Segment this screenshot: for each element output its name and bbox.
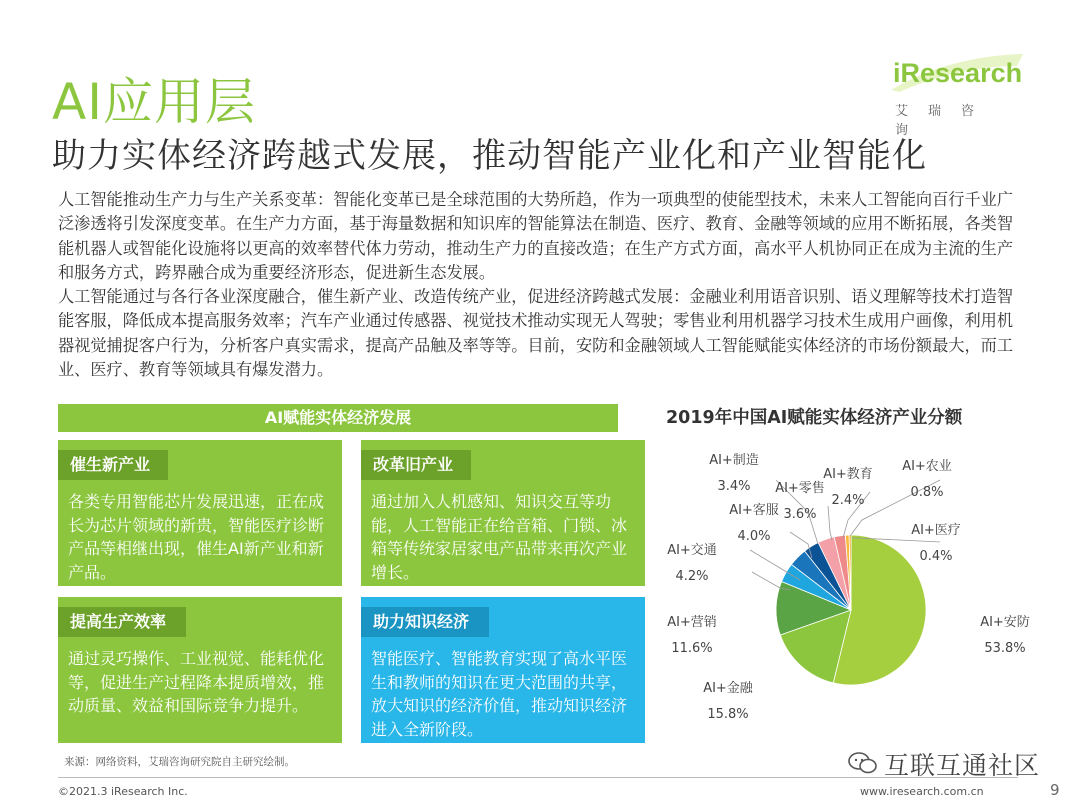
card-body: 通过加入人机感知、知识交互等功能，人工智能正在给音箱、门锁、冰箱等传统家居家电产品带来再次产业增长。: [371, 492, 628, 582]
card-body: 各类专用智能芯片发展迅速，正在成长为芯片领域的新贵，智能医疗诊断产品等相继出现，催生AI新产业和新产品。: [68, 492, 325, 582]
card-new-industry: [58, 440, 342, 586]
slice-value-label: 53.8%: [984, 641, 1026, 656]
slice-value-label: 11.6%: [671, 641, 713, 656]
site-url: www.iresearch.com.cn: [860, 785, 984, 798]
iresearch-logo: [893, 58, 1025, 138]
page-title: AI应用层: [52, 73, 256, 131]
card-title: 催生新产业: [58, 450, 168, 480]
slice-value-label: 3.6%: [783, 507, 817, 522]
card-body: 通过灵巧操作、工业视觉、能耗优化等，促进生产过程降本提质增效，推动质量、效益和国际竞争力提升。: [68, 649, 325, 715]
slice-label: AI+医疗: [911, 523, 961, 538]
slice-label: AI+营销: [667, 615, 717, 630]
body-text: [58, 188, 1016, 382]
card-efficiency: [58, 597, 342, 743]
slice-value-label: 0.8%: [910, 485, 944, 500]
slice-label: AI+教育: [823, 467, 873, 482]
slice-label: AI+交通: [667, 543, 717, 558]
source-note: 来源：网络资料，艾瑞咨询研究院自主研究绘制。: [64, 756, 295, 768]
slice-value-label: 0.4%: [919, 549, 953, 564]
card-knowledge-economy: [361, 597, 645, 743]
slice-value-label: 4.2%: [675, 569, 709, 584]
wechat-icon: [848, 752, 878, 774]
footer-divider: [58, 777, 1018, 778]
logo-brand-cn: 艾瑞咨询: [895, 104, 995, 138]
paragraph-1: 人工智能推动生产力与生产关系变革：智能化变革已是全球范围的大势所趋，作为一项典型的使能型技术，未来人工智能向百行千业广泛渗透将引发深度变革。在生产力方面，基于海量数据和知识库的智能算法在制造、医疗、教育、金融等领域的应用不断拓展，各类智能机器人或智能化设施将以更高的效率替代体力劳动，推动生产力的直接改造；在生产方式方面，高水平人机协同正在成为主流的生产和服务方式，跨界融合成为重要经济形态，促进新生态发展。: [58, 190, 1014, 282]
paragraph-2: 人工智能通过与各行各业深度融合，催生新产业、改造传统产业，促进经济跨越式发展：金融业利用语音识别、语义理解等技术打造智能客服，降低成本提高服务效率；汽车产业通过传感器、视觉技术推动实现无人驾驶；零售业利用机器学习技术生成用户画像，利用机器视觉捕捉客户行为，分析客户真实需求，提高产品触及率等等。目前，安防和金融领域人工智能赋能实体经济的市场份额最大，而工业、医疗、教育等领域具有爆发潜力。: [58, 287, 1014, 380]
slice-label: AI+零售: [775, 481, 825, 496]
slice-value-label: 4.0%: [737, 529, 771, 544]
slice-value-label: 2.4%: [831, 493, 865, 508]
logo-brand: iResearch: [893, 58, 1023, 88]
panel-header: AI赋能实体经济发展: [58, 404, 618, 432]
page-number: 9: [1050, 781, 1060, 799]
leader-line: [828, 506, 832, 540]
slice-value-label: 15.8%: [707, 707, 749, 722]
watermark-text: 互联互通社区: [884, 751, 1041, 780]
page-subtitle: 助力实体经济跨越式发展，推动智能产业化和产业智能化: [52, 136, 927, 176]
card-old-industry: [361, 440, 645, 586]
card-title: 提高生产效率: [58, 607, 186, 637]
pie-chart: [640, 440, 1060, 740]
card-title: 改革旧产业: [361, 450, 471, 480]
slice-label: AI+客服: [729, 503, 779, 518]
slice-label: AI+金融: [703, 681, 753, 696]
slice-label: AI+安防: [980, 615, 1030, 630]
slice-label: AI+制造: [709, 453, 759, 468]
copyright: ©2021.3 iResearch Inc.: [58, 785, 188, 798]
chart-title: 2019年中国AI赋能实体经济产业分额: [666, 408, 963, 428]
card-title: 助力知识经济: [361, 607, 489, 637]
card-body: 智能医疗、智能教育实现了高水平医生和教师的知识在更大范围的共享，放大知识的经济价值，推动知识经济进入全新阶段。: [371, 649, 628, 739]
slice-label: AI+农业: [902, 459, 952, 474]
slice-value-label: 3.4%: [717, 479, 751, 494]
